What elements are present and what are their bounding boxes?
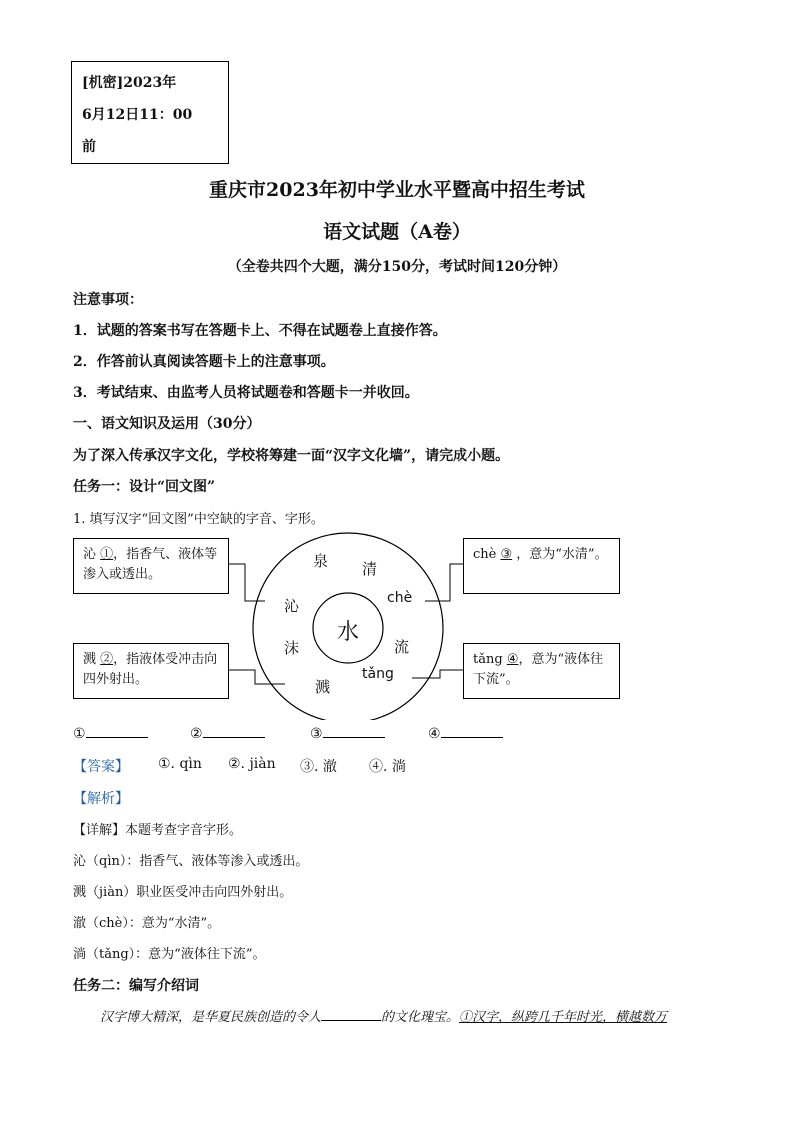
blank-3-label: ③ xyxy=(310,726,323,742)
ring-char-3: chè xyxy=(387,590,413,606)
palindrome-diagram xyxy=(0,530,794,720)
analysis-line-3: 澈（chè）：意为“水清”。 xyxy=(73,916,221,931)
blank-row xyxy=(73,726,713,746)
ring-char-6: 溅 xyxy=(315,678,331,696)
box-bl-text: ，指液体受冲击向四外射出。 xyxy=(83,652,218,687)
blank-3[interactable] xyxy=(310,726,385,742)
confidential-line-2: 6月12日11：00 xyxy=(82,107,193,123)
exam-title: 重庆市2023年初中学业水平暨高中招生考试 xyxy=(209,179,585,201)
answer-label: 【答案】 xyxy=(73,759,129,775)
blank-2-label: ② xyxy=(190,726,203,742)
blank-4[interactable] xyxy=(428,726,503,742)
box-tr-char: chè xyxy=(473,547,501,562)
box-br-mark: ④ xyxy=(506,652,519,667)
notice-item-3: 3．考试结束、由监考人员将试题卷和答题卡一并收回。 xyxy=(73,385,419,401)
box-br-text: ，意为“液体往下流”。 xyxy=(473,652,604,687)
answer-4: ④. 淌 xyxy=(369,759,406,775)
box-tr-text: ，意为“水清”。 xyxy=(512,547,608,562)
passage-part-b: 的文化瑰宝。 xyxy=(381,1010,460,1025)
exam-subtitle: 语文试题（A卷） xyxy=(323,221,471,243)
box-tl-text: ，指香气、液体等渗入或透出。 xyxy=(83,547,218,582)
box-bottom-right xyxy=(463,643,620,699)
blank-1[interactable] xyxy=(73,726,148,742)
ring-char-4: 流 xyxy=(394,638,410,656)
ring-char-1: 泉 xyxy=(313,552,329,570)
confidential-line-3: 前 xyxy=(82,139,96,155)
ring-char-5: tǎng xyxy=(362,666,394,682)
answer-2: ②. jiàn xyxy=(228,756,276,772)
confidential-line-1: [机密]2023年 xyxy=(82,75,177,91)
task2-heading: 任务二：编写介绍词 xyxy=(73,978,199,994)
analysis-line-1: 沁（qìn）：指香气、液体等渗入或透出。 xyxy=(73,854,309,869)
center-char: 水 xyxy=(337,620,360,645)
task1-heading: 任务一：设计“回文图” xyxy=(73,479,216,495)
box-tr-mark: ③ xyxy=(500,547,513,562)
notice-item-1: 1．试题的答案书写在答题卡上、不得在试题卷上直接作答。 xyxy=(73,323,447,339)
confidential-box xyxy=(71,61,229,164)
box-br-char: tǎng xyxy=(473,652,507,667)
box-top-left xyxy=(73,538,229,594)
task2-passage xyxy=(100,1006,667,1025)
section-intro: 为了深入传承汉字文化，学校将筹建一面“汉字文化墙”，请完成小题。 xyxy=(73,448,510,464)
ring-char-8: 沁 xyxy=(284,597,300,615)
analysis-label: 【解析】 xyxy=(73,791,129,807)
passage-part-a: 汉字博大精深，是华夏民族创造的令人 xyxy=(100,1010,322,1025)
section-heading: 一、语文知识及运用（30分） xyxy=(73,416,261,432)
box-bottom-left xyxy=(73,643,229,699)
box-bl-mark: ② xyxy=(100,652,114,667)
ring-char-7: 沫 xyxy=(284,639,300,657)
passage-blank[interactable] xyxy=(321,1020,381,1021)
notice-item-2: 2．作答前认真阅读答题卡上的注意事项。 xyxy=(73,354,335,370)
analysis-detail: 【详解】本题考查字音字形。 xyxy=(73,823,243,838)
question-1: 1. 填写汉字“回文图”中空缺的字音、字形。 xyxy=(73,512,324,527)
passage-part-c: ①汉字，纵跨几千年时光，横越数万 xyxy=(459,1010,668,1025)
blank-4-label: ④ xyxy=(428,726,441,742)
answer-row xyxy=(73,756,713,776)
blank-2[interactable] xyxy=(190,726,265,742)
box-top-right xyxy=(463,538,620,594)
answer-1: ①. qìn xyxy=(158,756,202,772)
blank-1-label: ① xyxy=(73,726,86,742)
exam-note: （全卷共四个大题，满分150分，考试时间120分钟） xyxy=(227,259,567,275)
analysis-line-2: 溅（jiàn）职业医受冲击向四外射出。 xyxy=(73,885,293,900)
box-bl-char: 溅 xyxy=(83,652,101,667)
box-tl-mark: ① xyxy=(100,547,114,562)
answer-3: ③. 澈 xyxy=(300,759,337,775)
ring-char-2: 清 xyxy=(362,560,378,578)
analysis-line-4: 淌（tǎng）：意为“液体往下流”。 xyxy=(73,947,266,962)
box-tl-char: 沁 xyxy=(83,547,101,562)
notice-heading: 注意事项： xyxy=(73,292,143,308)
